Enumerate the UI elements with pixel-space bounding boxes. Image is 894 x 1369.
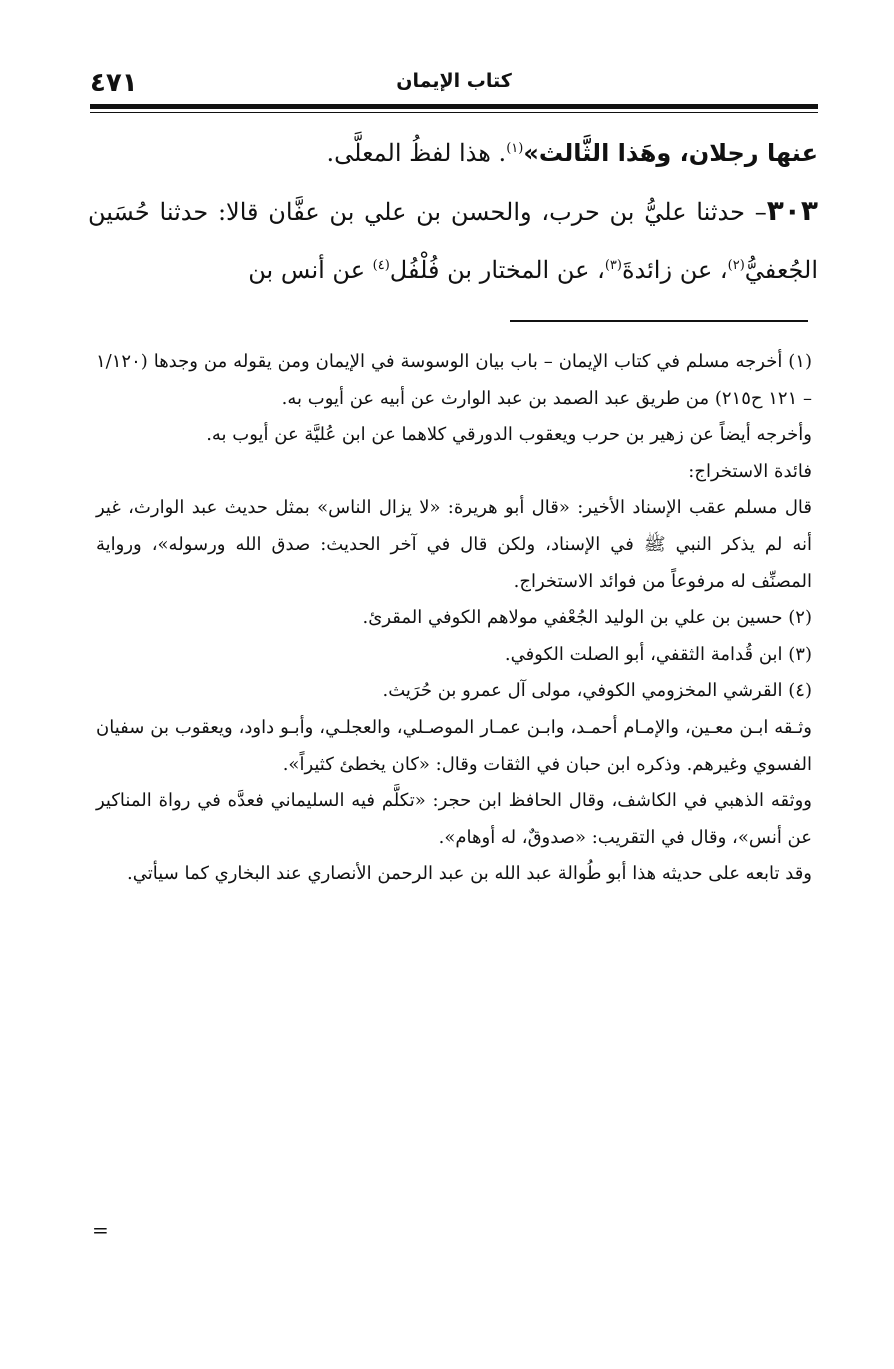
hadith-text-a: – حدثنا عليُّ بن حرب، والحسن بن علي بن عفَّان قالا: حدثنا حُسَين الجُعفيُّ xyxy=(88,198,818,284)
hadith-text-d: عن أنس بن xyxy=(248,256,373,284)
footnote-ref-1[interactable]: (١) xyxy=(506,141,524,156)
hadith-text-b: ، عن زائدةَ xyxy=(621,256,728,284)
main-line-1-bold: عنها رجلان، وهَذا الثَّالث» xyxy=(523,139,818,167)
page-number: ٤٧١ xyxy=(90,68,138,98)
footnote-4-para-3: ووثقه الذهبي في الكاشف، وقال الحافظ ابن حجر: «تكلَّم فيه السليماني فعدَّه في رواة المناكير عن أنس»، وقال في التقريب: «صدوقٌ، له أوهام». xyxy=(96,790,812,848)
continuation-mark: = xyxy=(92,1218,109,1242)
footnote-4-para-4: وقد تابعه على حديثه هذا أبو طُوالة عبد الله بن عبد الرحمن الأنصاري عند البخاري كما سيأتي. xyxy=(127,863,812,885)
footnote-4: (٤) القرشي المخزومي الكوفي، مولى آل عمرو بن حُرَيث. xyxy=(382,680,812,702)
footnote-separator xyxy=(510,320,808,322)
running-title: كتاب الإيمان xyxy=(396,70,512,92)
main-line-1-rest: . هذا لفظُ المعلَّى. xyxy=(326,139,507,167)
page-header xyxy=(90,66,818,102)
footnote-ref-2[interactable]: (٢) xyxy=(727,258,745,273)
footnote-1-para-3: قال مسلم عقب الإسناد الأخير: «قال أبو هريرة: «لا يزال الناس» بمثل حديث عبد الوارث، غير أنه لم يذكر النبي ﷺ في الإسناد، ولكن قال في آخر الحديث: صدق الله ورسوله»، ورواية المصنِّف له مرفوعاً من فوائد الاستخراج. xyxy=(96,497,812,592)
footnote-ref-3[interactable]: (٣) xyxy=(604,258,622,273)
footnote-1-heading: فائدة الاستخراج: xyxy=(688,460,812,482)
header-rule-thick xyxy=(90,104,818,109)
footnote-2: (٢) حسين بن علي بن الوليد الجُعْفي مولاهم الكوفي المقرئ. xyxy=(362,607,812,629)
main-line-1 xyxy=(88,124,818,182)
footnote-3: (٣) ابن قُدامة الثقفي، أبو الصلت الكوفي. xyxy=(504,643,812,665)
hadith-paragraph xyxy=(88,182,818,299)
hadith-number: ٣٠٣ xyxy=(766,194,818,227)
footnote-ref-4[interactable]: (٤) xyxy=(372,258,390,273)
footnote-1: (١) أخرجه مسلم في كتاب الإيمان – باب بيان الوسوسة في الإيمان ومن يقوله من وجدها (١/١٢٠ – ١٢١ ح٢١٥) من طريق عبد الصمد بن عبد الوارث عن أبيه عن أيوب به. xyxy=(96,351,812,409)
footnote-4-para-2: وثـقه ابـن معـين، والإمـام أحمـد، وابـن عمـار الموصـلي، والعجلـي، وأبـو داود، ويعقوب بن سفيان الفسوي وغيرهم. وذكره ابن حبان في الثقات وقال: «كان يخطئ كثيراً». xyxy=(96,716,812,775)
main-text xyxy=(88,124,818,299)
footnotes xyxy=(96,344,812,893)
header-rule-thin xyxy=(90,112,818,113)
hadith-text-c: ، عن المختار بن فُلْفُل xyxy=(389,256,605,284)
footnote-1-para-2: وأخرجه أيضاً عن زهير بن حرب ويعقوب الدورقي كلاهما عن ابن عُليَّة عن أيوب به. xyxy=(206,424,812,446)
